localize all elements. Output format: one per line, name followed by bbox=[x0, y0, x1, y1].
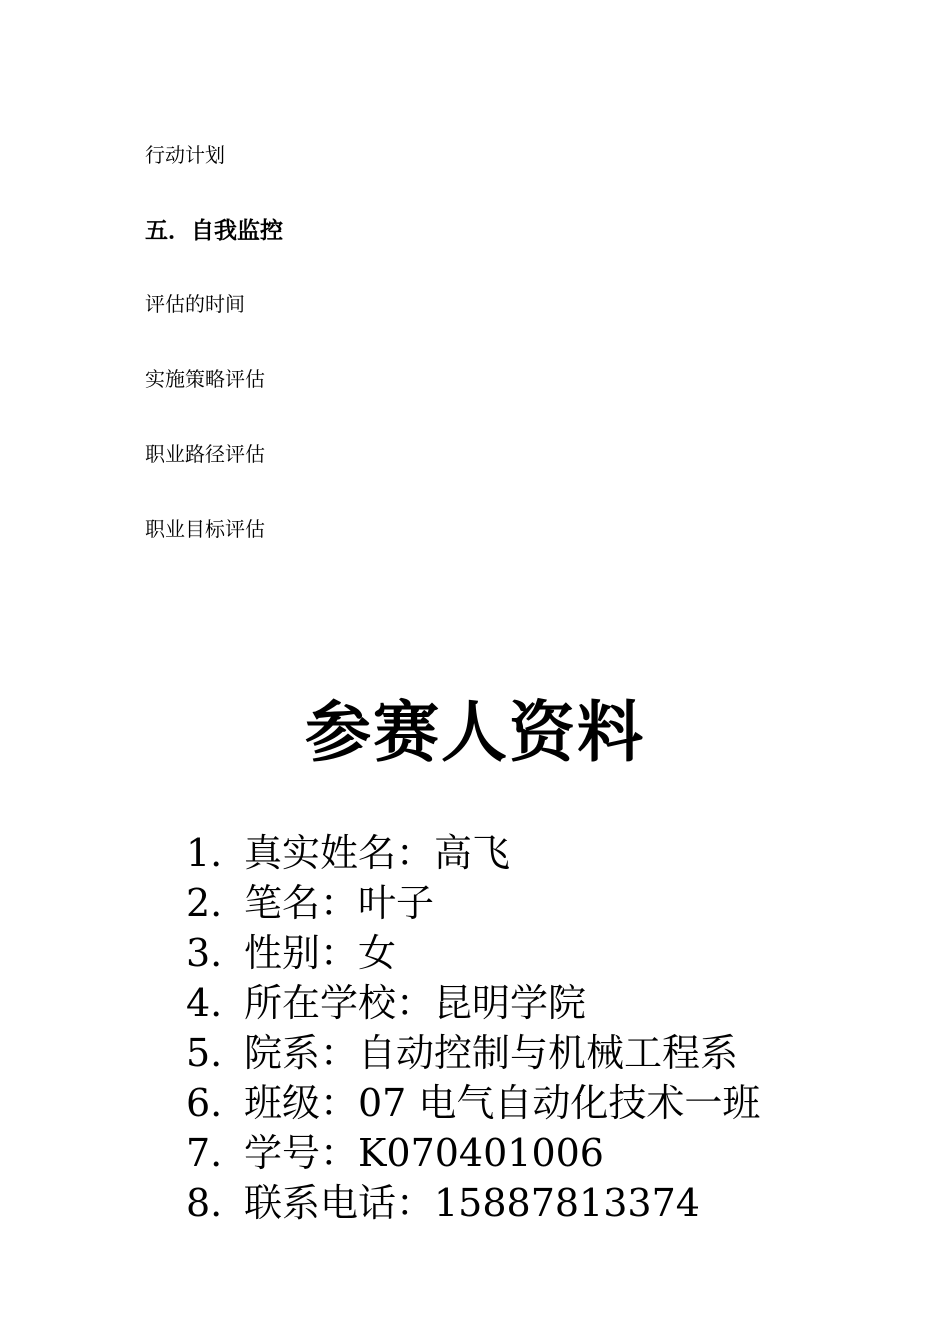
profile-item-real-name bbox=[186, 828, 760, 878]
section-heading-self-monitoring: 五．自我监控 bbox=[145, 217, 283, 244]
profile-item-number: 6. bbox=[186, 1081, 223, 1125]
text-career-goal-evaluation: 职业目标评估 bbox=[145, 517, 265, 541]
profile-item-pen-name bbox=[186, 878, 760, 928]
profile-item-number: 3. bbox=[186, 931, 223, 975]
profile-item-school bbox=[186, 978, 760, 1028]
text-strategy-evaluation: 实施策略评估 bbox=[145, 367, 265, 391]
profile-title: 参赛人资料 bbox=[305, 693, 645, 771]
profile-item-number: 1. bbox=[186, 831, 223, 875]
profile-item-text: 真实姓名：高飞 bbox=[244, 831, 511, 875]
profile-item-text: 联系电话：15887813374 bbox=[244, 1181, 700, 1225]
text-action-plan: 行动计划 bbox=[145, 143, 225, 167]
profile-item-gender bbox=[186, 928, 760, 978]
text-evaluation-time: 评估的时间 bbox=[145, 292, 245, 316]
profile-item-text: 笔名：叶子 bbox=[244, 881, 435, 925]
profile-list bbox=[186, 828, 760, 1228]
profile-item-text: 院系：自动控制与机械工程系 bbox=[244, 1031, 739, 1075]
profile-item-text: 学号：K070401006 bbox=[244, 1131, 604, 1175]
profile-item-number: 7. bbox=[186, 1131, 223, 1175]
profile-item-number: 8. bbox=[186, 1181, 223, 1225]
text-career-path-evaluation: 职业路径评估 bbox=[145, 442, 265, 466]
profile-item-text: 所在学校：昆明学院 bbox=[244, 981, 587, 1025]
profile-item-student-id bbox=[186, 1128, 760, 1178]
profile-item-text: 班级：07 电气自动化技术一班 bbox=[244, 1081, 761, 1125]
profile-item-class bbox=[186, 1078, 760, 1128]
profile-item-number: 5. bbox=[186, 1031, 223, 1075]
profile-item-number: 2. bbox=[186, 881, 223, 925]
profile-item-number: 4. bbox=[186, 981, 223, 1025]
profile-item-text: 性别：女 bbox=[244, 931, 397, 975]
profile-item-phone bbox=[186, 1178, 760, 1228]
profile-item-department bbox=[186, 1028, 760, 1078]
